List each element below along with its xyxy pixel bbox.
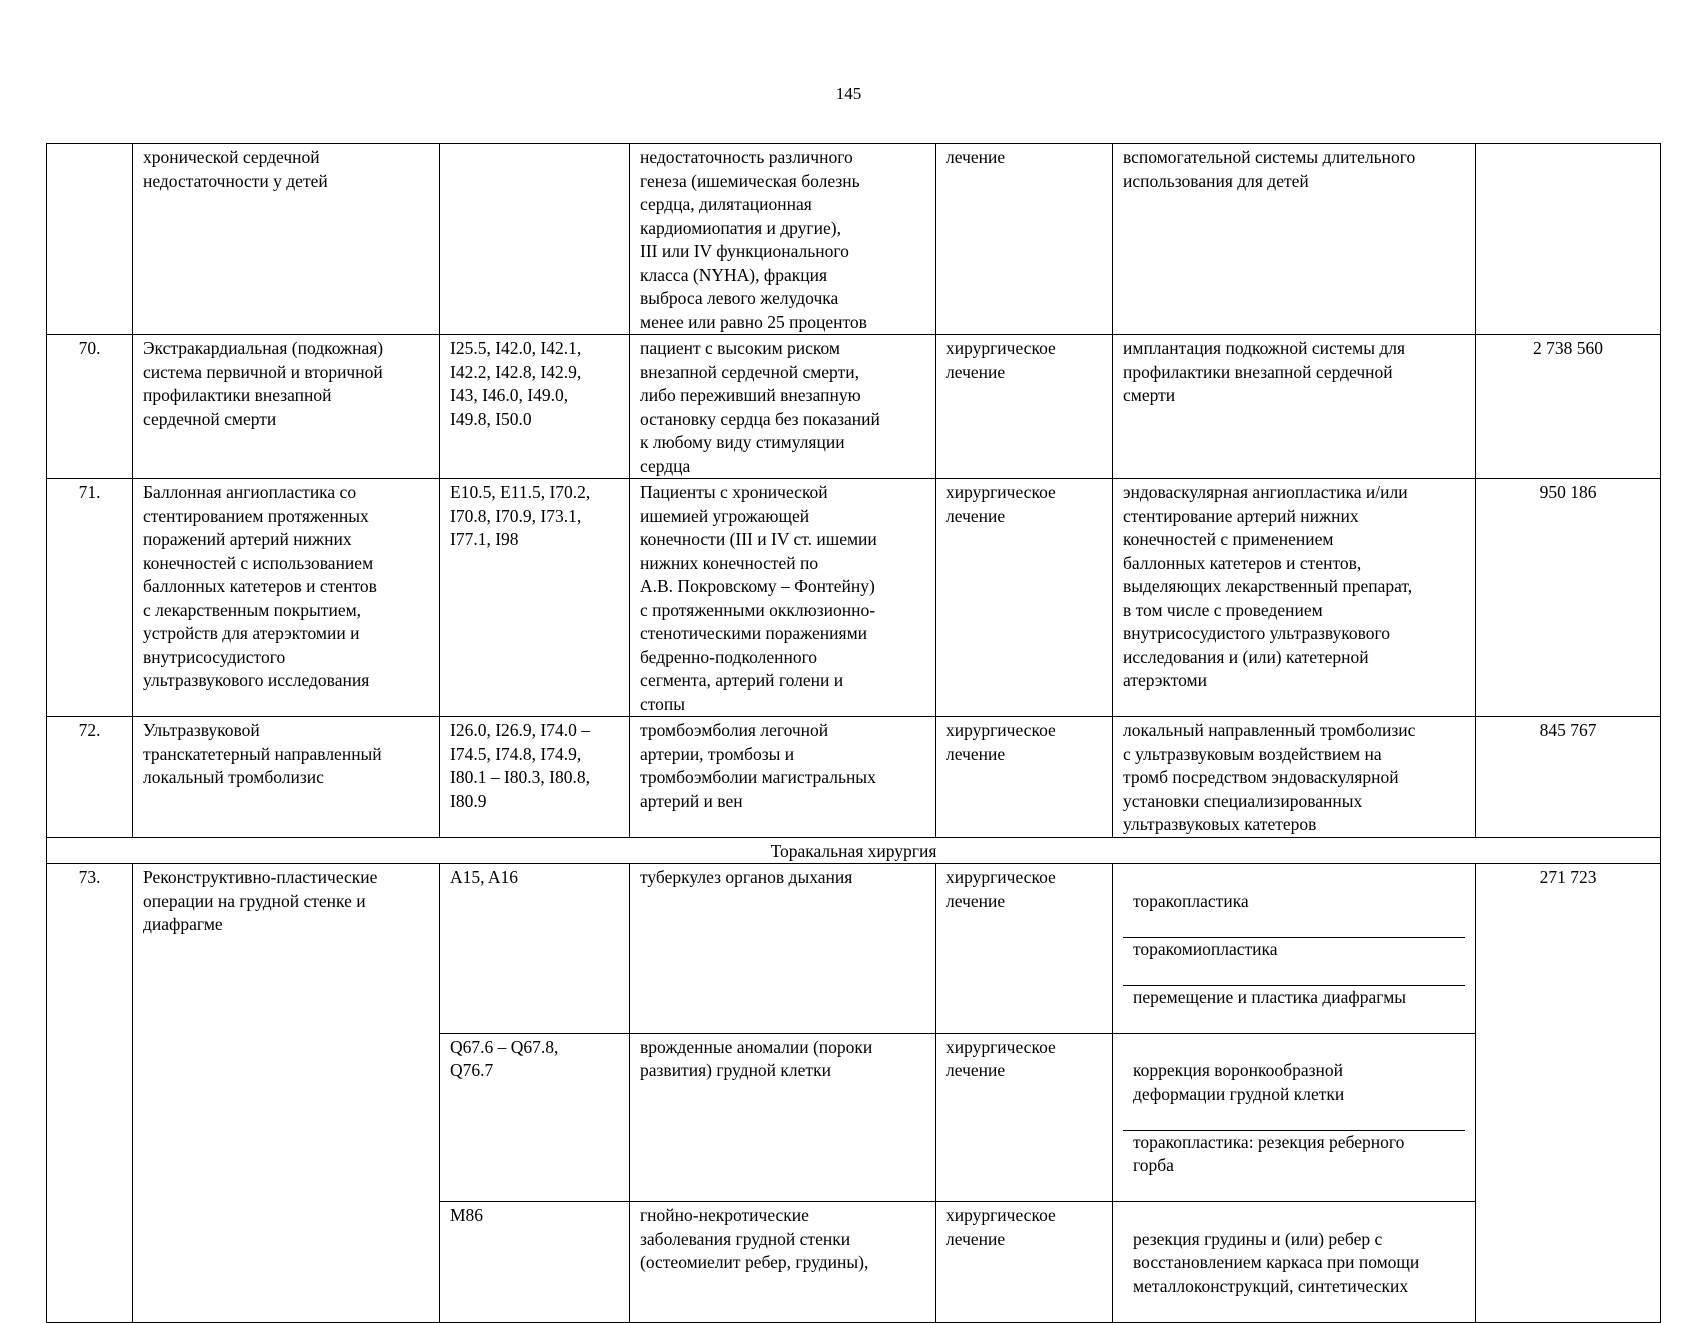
cost: 950 186 <box>1476 479 1661 717</box>
treatment-method: коррекция воронкообразной деформации грудной клетки <box>1133 1060 1345 1104</box>
treatment-method: торакомиопластика <box>1123 937 1465 962</box>
treatment-method: торакопластика <box>1133 890 1249 911</box>
care-name: хронической сердечной недостаточности у детей <box>133 144 440 335</box>
treatment-method: торакопластика: резекция реберного горба <box>1123 1130 1465 1178</box>
row-number: 71. <box>47 479 133 717</box>
icd-codes: Q67.6 – Q67.8, Q76.7 <box>440 1033 630 1202</box>
table-row <box>47 144 1661 335</box>
treatment-type: хирургическое лечение <box>936 1033 1113 1202</box>
table-row <box>47 479 1661 717</box>
section-row <box>47 837 1661 864</box>
icd-codes: M86 <box>440 1202 630 1323</box>
section-title: Торакальная хирургия <box>47 837 1661 864</box>
row-number: 70. <box>47 335 133 479</box>
treatment-method: имплантация подкожной системы для профилактики внезапной сердечной смерти <box>1113 335 1476 479</box>
treatment-type: хирургическое лечение <box>936 479 1113 717</box>
treatment-method: локальный направленный тромболизис с ультразвуковым воздействием на тромб посредством эндоваскулярной установки специализированных ультразвуковых катетеров <box>1113 717 1476 838</box>
treatment-type: лечение <box>936 144 1113 335</box>
patient-model: недостаточность различного генеза (ишемическая болезнь сердца, дилятационная кардиомиопатия и другие), III или IV функционального класса (NYHA), фракция выброса левого желудочка менее или равно 25 процентов <box>630 144 936 335</box>
cost <box>1476 144 1661 335</box>
patient-model: врожденные аномалии (пороки развития) грудной клетки <box>630 1033 936 1202</box>
icd-codes: I26.0, I26.9, I74.0 – I74.5, I74.8, I74.9, I80.1 – I80.3, I80.8, I80.9 <box>440 717 630 838</box>
patient-model: гнойно-некротические заболевания грудной стенки (остеомиелит ребер, грудины), <box>630 1202 936 1323</box>
treatment-method: эндоваскулярная ангиопластика и/или стентирование артерий нижних конечностей с применением баллонных катетеров и стентов, выделяющих лекарственный препарат, в том числе с проведением внутрисосудистого ультразвукового исследования и (или) катетерной атерэктоми <box>1113 479 1476 717</box>
cost: 845 767 <box>1476 717 1661 838</box>
row-number <box>47 144 133 335</box>
care-name: Баллонная ангиопластика со стентированием протяженных поражений артерий нижних конечностей с использованием баллонных катетеров и стентов с лекарственным покрытием, устройств для атерэктомии и внутрисосудистого ультразвукового исследования <box>133 479 440 717</box>
medical-care-table <box>46 143 1661 1323</box>
icd-codes: I25.5, I42.0, I42.1, I42.2, I42.8, I42.9, I43, I46.0, I49.0, I49.8, I50.0 <box>440 335 630 479</box>
icd-codes <box>440 144 630 335</box>
treatment-type: хирургическое лечение <box>936 717 1113 838</box>
patient-model: пациент с высоким риском внезапной сердечной смерти, либо переживший внезапную остановку сердца без показаний к любому виду стимуляции сердца <box>630 335 936 479</box>
cost: 271 723 <box>1476 864 1661 1323</box>
patient-model: Пациенты с хронической ишемией угрожающей конечности (III и IV ст. ишемии нижних конечностей по А.В. Покровскому – Фонтейну) с протяженными окклюзионно- стенотическими поражениями бедренно-подколенного сегмента, артерий голени и стопы <box>630 479 936 717</box>
page-number: 145 <box>835 84 862 103</box>
treatment-type: хирургическое лечение <box>936 335 1113 479</box>
treatment-type: хирургическое лечение <box>936 1202 1113 1323</box>
patient-model: туберкулез органов дыхания <box>630 864 936 1034</box>
patient-model: тромбоэмболия легочной артерии, тромбозы и тромбоэмболии магистральных артерий и вен <box>630 717 936 838</box>
treatment-methods <box>1113 864 1476 1034</box>
care-name: Экстракардиальная (подкожная) система первичной и вторичной профилактики внезапной сердечной смерти <box>133 335 440 479</box>
treatment-methods <box>1113 1202 1476 1323</box>
care-name: Реконструктивно-пластические операции на грудной стенке и диафрагме <box>133 864 440 1323</box>
table-row <box>47 864 1661 1034</box>
table-row <box>47 335 1661 479</box>
cost: 2 738 560 <box>1476 335 1661 479</box>
row-number: 72. <box>47 717 133 838</box>
treatment-type: хирургическое лечение <box>936 864 1113 1034</box>
treatment-method: перемещение и пластика диафрагмы <box>1123 985 1465 1010</box>
icd-codes: A15, A16 <box>440 864 630 1034</box>
row-number: 73. <box>47 864 133 1323</box>
care-name: Ультразвуковой транскатетерный направленный локальный тромболизис <box>133 717 440 838</box>
icd-codes: E10.5, E11.5, I70.2, I70.8, I70.9, I73.1, I77.1, I98 <box>440 479 630 717</box>
treatment-method: вспомогательной системы длительного использования для детей <box>1113 144 1476 335</box>
treatment-method: резекция грудины и (или) ребер с восстановлением каркаса при помощи металлоконструкций, синтетических <box>1133 1228 1420 1296</box>
table-row <box>47 717 1661 838</box>
treatment-methods <box>1113 1033 1476 1202</box>
